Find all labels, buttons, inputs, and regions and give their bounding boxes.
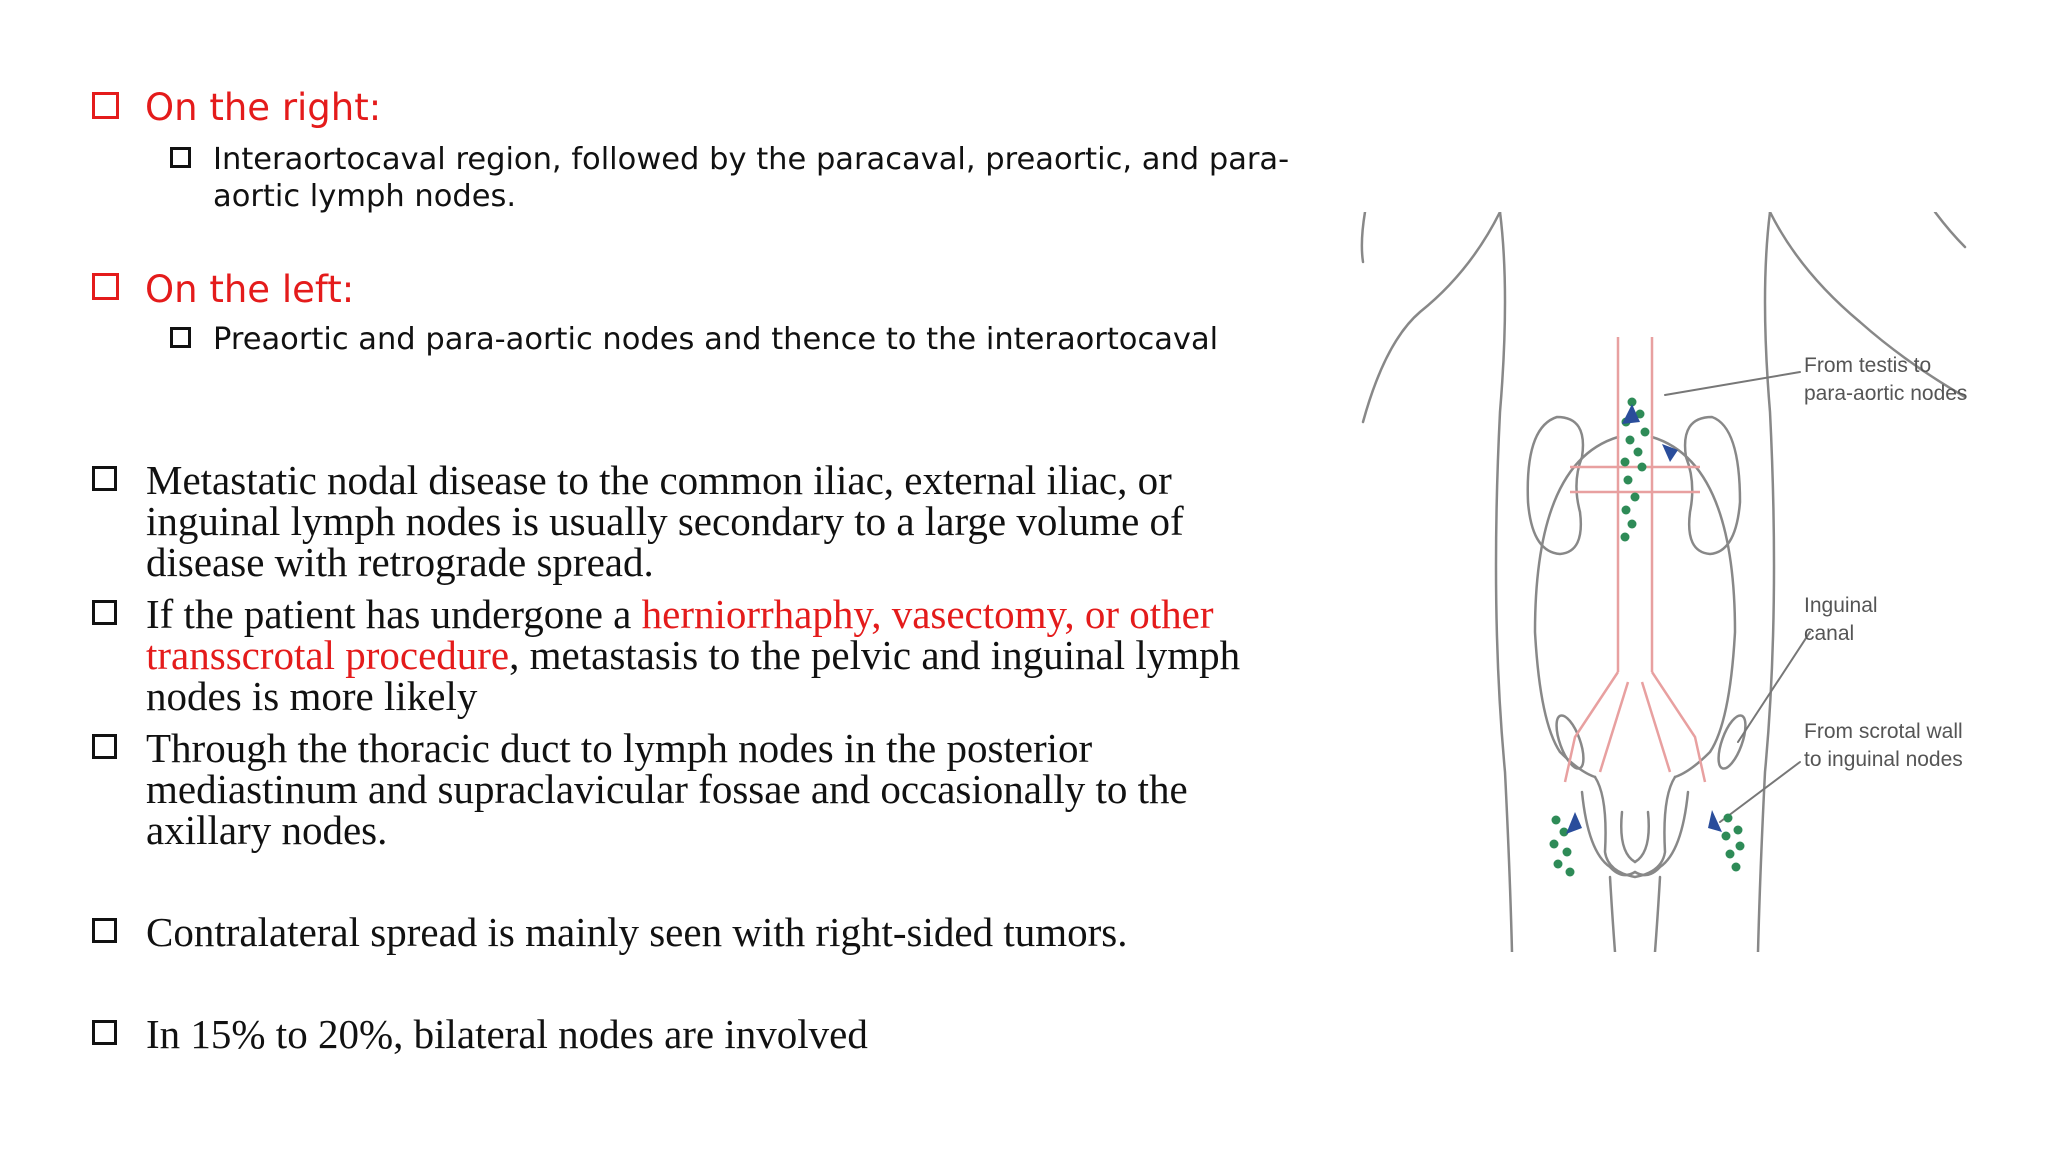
bullet-previous-surgery [146, 591, 1296, 719]
checkbox-bullet-icon [92, 466, 117, 491]
heading-on-the-right: On the right: [145, 86, 382, 129]
label-from-scrotal-wall: From scrotal wall [1804, 720, 1963, 743]
label-para-aortic-nodes: para-aortic nodes [1804, 382, 1968, 405]
checkbox-bullet-icon [92, 600, 117, 625]
label-inguinal: Inguinal [1804, 594, 1878, 617]
sub-bullet-left: Preaortic and para-aortic nodes and thence to the interaortocaval [213, 322, 1219, 357]
surgery-procedures-highlight: herniorrhaphy, vasectomy, or other transscrotal procedure [146, 591, 1214, 678]
checkbox-bullet-icon [92, 1020, 117, 1045]
label-canal: canal [1804, 622, 1855, 645]
bullet-previous-surgery-text-end: , metastasis to the pelvic and inguinal lymph nodes is more likely [146, 632, 1241, 719]
bullet-contralateral: Contralateral spread is mainly seen with right-sided tumors. [146, 909, 1128, 955]
checkbox-bullet-icon [92, 92, 119, 119]
bullet-metastatic-nodal: Metastatic nodal disease to the common iliac, external iliac, or inguinal lymph nodes is usually secondary to a large volume of disease with retrograde spread. [146, 457, 1184, 585]
label-to-inguinal-nodes: to inguinal nodes [1804, 748, 1963, 771]
bullet-thoracic-duct: Through the thoracic duct to lymph nodes in the posterior mediastinum and supraclavicular fossae and occasionally to the axillary nodes. [146, 725, 1188, 853]
heading-on-the-left: On the left: [145, 268, 355, 311]
label-from-testis: From testis to [1804, 354, 1932, 377]
bullet-bilateral: In 15% to 20%, bilateral nodes are involved [146, 1011, 868, 1057]
bullet-previous-surgery-text: If the patient has undergone a [146, 591, 642, 637]
checkbox-bullet-icon [170, 147, 191, 168]
checkbox-bullet-icon [92, 273, 119, 300]
lymphatic-drainage-diagram [1360, 212, 1970, 952]
sub-bullet-right: Interaortocaval region, followed by the paracaval, preaortic, and para-aortic lymph nodes. [213, 142, 1290, 214]
checkbox-bullet-icon [170, 327, 191, 348]
checkbox-bullet-icon [92, 734, 117, 759]
checkbox-bullet-icon [92, 918, 117, 943]
